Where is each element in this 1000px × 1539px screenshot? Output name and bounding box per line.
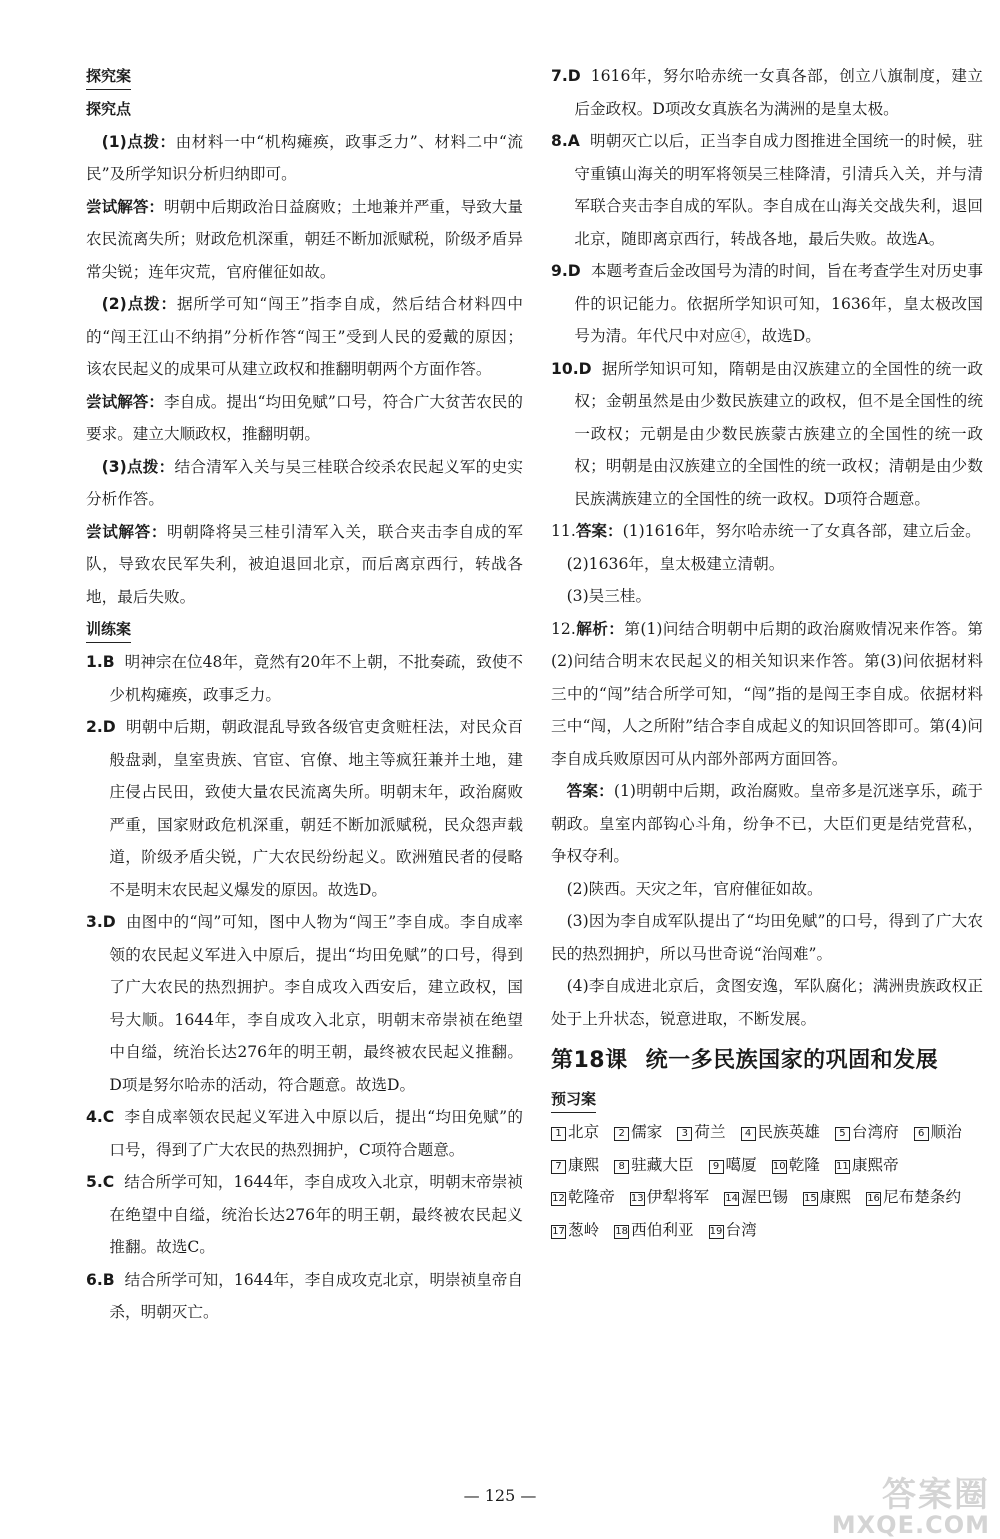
q12-answer-2: (2)陕西。天灾之年，官府催征如故。 bbox=[566, 879, 823, 898]
answer-text: 北京 bbox=[568, 1123, 600, 1141]
answer-item: 6.B 结合所学可知，1644年，李自成攻克北京，明崇祯皇帝自杀，明朝灭亡。 bbox=[86, 1270, 524, 1321]
answer-item: 2.D 明朝中后期，朝政混乱导致各级官吏贪赃枉法，对民众百般盘剥，皇室贵族、官宦、官僚、地主等疯狂兼并土地，建庄侵占民田，致使大量农民流离失所。明朝末年，政治腐败严重，国家财政危机深重，朝廷不断加派赋税，民众怨声载道，阶级矛盾尖锐，广大农民纷纷起义。欧洲殖民者的侵略不是明末农民起义爆发的原因。故选D。 bbox=[86, 718, 523, 899]
preview-answer-item bbox=[614, 1156, 693, 1174]
q11-answer-2: (2)1636年，皇太极建立清朝。 bbox=[566, 554, 785, 573]
q12-analysis: 12.解析：第(1)问结合明朝中后期的政治腐败情况来作答。第(2)问结合明末农民起义的相关知识来作答。第(3)问依据材料三中的“闯”结合所学可知，“闯”指的是闯王李自成。依据材料三中“闯，人之所附”结合李自成起义的知识回答即可。第(4)问李自成兵败原因可从内部外部两方面回答。 bbox=[551, 619, 983, 768]
answer-number-box: 8 bbox=[614, 1160, 629, 1174]
preview-answer-item bbox=[724, 1188, 788, 1206]
answer-text: 伊犁将军 bbox=[646, 1188, 710, 1206]
preview-answer-item bbox=[914, 1123, 962, 1141]
preview-answer-item bbox=[551, 1188, 615, 1206]
q2-hint: (2)点拨：据所学可知“闯王”指李自成，然后结合材料四中的“闯王江山不纳捐”分析作答“闯王”受到人民的爱戴的原因；该农民起义的成果可从建立政权和推翻明朝两个方面作答。 bbox=[86, 295, 523, 378]
page-number: — 125 — bbox=[463, 1486, 537, 1505]
answer-number-box: 7 bbox=[551, 1160, 566, 1174]
answer-item: 10.D 据所学知识可知，隋朝是由汉族建立的全国性的统一政权；金朝虽然是由少数民族建立的政权，但不是全国性的统一政权；元朝是由少数民族蒙古族建立的全国性的统一政权；明朝是由汉族建立的全国性的统一政权；清朝是由少数民族满族建立的全国性的统一政权。D项符合题意。 bbox=[551, 359, 983, 508]
answer-text: 台湾 bbox=[725, 1220, 757, 1239]
q3-answer: 尝试解答：明朝降将吴三桂引清军入关，联合夹击李自成的军队，导致农民军失利，被迫退回北京，而后离京西行，转战各地，最后失败。 bbox=[86, 522, 523, 606]
answer-number-box: 4 bbox=[741, 1127, 756, 1141]
q12-answer-3: (3)因为李自成军队提出了“均田免赋”的口号，得到了广大农民的热烈拥护，所以马世奇说“治闯难”。 bbox=[551, 912, 983, 963]
q11-answer-3: (3)吴三桂。 bbox=[566, 587, 652, 605]
lesson-title bbox=[551, 1041, 983, 1081]
answer-text: 渥巴锡 bbox=[741, 1188, 788, 1206]
answer-number-box: 17 bbox=[552, 1225, 565, 1237]
preview-answer-item bbox=[551, 1123, 599, 1141]
preview-answer-item bbox=[803, 1188, 851, 1206]
section-heading-training: 训练案 bbox=[86, 616, 131, 643]
preview-answer-item bbox=[614, 1123, 662, 1141]
answer-number-box: 3 bbox=[677, 1127, 692, 1141]
preview-answer-item bbox=[866, 1188, 961, 1206]
q1-hint: (1)点拨：由材料一中“机构瘫痪，政事乏力”、材料二中“流民”及所学知识分析归纳即可。 bbox=[86, 132, 523, 183]
q2-answer: 尝试解答：李自成。提出“均田免赋”口号，符合广大贫苦农民的要求。建立大顺政权，推翻明朝。 bbox=[86, 392, 523, 443]
answer-item: 7.D 1616年，努尔哈赤统一女真各部，创立八旗制度，建立后金政权。D项改女真族名为满洲的是皇太极。 bbox=[551, 67, 983, 118]
answer-number-box: 13 bbox=[630, 1193, 644, 1204]
q12-answer-4: (4)李自成进北京后，贪图安逸，军队腐化；满洲贵族政权正处于上升状态，锐意进取，不断发展。 bbox=[551, 977, 983, 1028]
preview-answer-item bbox=[835, 1156, 899, 1174]
answer-number-box: 19 bbox=[709, 1225, 723, 1237]
answer-number-box: 2 bbox=[614, 1127, 629, 1141]
answer-item: 5.C 结合所学可知，1644年，李自成攻入北京，明朝末帝崇祯在绝望中自缢，统治长达276年的明王朝，最终被农民起义推翻。故选C。 bbox=[86, 1173, 523, 1256]
preview-answer-item bbox=[709, 1156, 757, 1174]
preview-answer-item bbox=[835, 1123, 899, 1141]
preview-answer-item bbox=[551, 1221, 599, 1239]
subsection-heading-points: 探究点 bbox=[86, 100, 132, 118]
answer-item: 4.C 李自成率领农民起义军进入中原以后，提出“均田免赋”的口号，得到了广大农民的热烈拥护，C项符合题意。 bbox=[86, 1108, 523, 1159]
preview-answer-item bbox=[677, 1123, 725, 1141]
lesson-number: 第18课 bbox=[551, 1048, 628, 1073]
answer-number-box: 11 bbox=[836, 1160, 849, 1172]
answer-number-box: 6 bbox=[914, 1127, 929, 1141]
preview-answer-item bbox=[741, 1123, 820, 1141]
answer-number-box: 10 bbox=[772, 1160, 786, 1172]
lesson-name: 统一多民族国家的巩固和发展 bbox=[645, 1048, 939, 1073]
answer-text: 荷兰 bbox=[694, 1123, 726, 1141]
answer-number-box: 15 bbox=[804, 1193, 817, 1204]
answer-text: 噶厦 bbox=[725, 1155, 757, 1174]
answer-text: 西伯利亚 bbox=[631, 1220, 694, 1239]
answer-item: 9.D 本题考查后金改国号为清的时间，旨在考查学生对历史事件的识记能力。依据所学知识可知，1636年，皇太极改国号为清。年代尺中对应④，故选D。 bbox=[551, 262, 983, 345]
answer-item: 8.A 明朝灭亡以后，正当李自成力图推进全国统一的时候，驻守重镇山海关的明军将领吴三桂降清，引清兵入关，并与清军联合夹击李自成的军队。李自成在山海关交战失利，退回北京，随即离京西行，转战各地，最后失败。故选A。 bbox=[551, 132, 983, 248]
answer-number-box: 9 bbox=[709, 1160, 724, 1174]
answer-number-box: 14 bbox=[725, 1193, 738, 1204]
section-heading-explore: 探究案 bbox=[86, 63, 131, 90]
answer-number-box: 1 bbox=[551, 1127, 566, 1141]
q1-answer: 尝试解答：明朝中后期政治日益腐败；土地兼并严重，导致大量农民流离失所；财政危机深重，朝廷不断加派赋税，阶级矛盾异常尖锐；连年灾荒，官府催征如故。 bbox=[86, 197, 523, 281]
watermark-logo: 答案圈 MXQE.COM bbox=[831, 1475, 990, 1539]
answer-text: 乾隆 bbox=[788, 1155, 820, 1174]
answer-text: 尼布楚条约 bbox=[883, 1188, 962, 1206]
preview-answer-item bbox=[551, 1156, 599, 1174]
answer-item: 1.B 明神宗在位48年，竟然有20年不上朝，不批奏疏，致使不少机构瘫痪，政事乏力。 bbox=[86, 653, 524, 704]
answer-text: 驻藏大臣 bbox=[631, 1155, 694, 1174]
answer-text: 顺治 bbox=[930, 1123, 962, 1141]
answer-text: 康熙帝 bbox=[851, 1155, 899, 1174]
preview-answer-item bbox=[709, 1221, 757, 1239]
preview-answer-item bbox=[772, 1156, 820, 1174]
answer-number-box: 16 bbox=[867, 1193, 880, 1204]
answer-text: 民族英雄 bbox=[757, 1123, 820, 1141]
answer-text: 葱岭 bbox=[568, 1220, 600, 1239]
preview-answer-list bbox=[551, 1116, 983, 1246]
q3-hint: (3)点拨：结合清军入关与吴三桂联合绞杀农民起义军的史实分析作答。 bbox=[86, 457, 523, 508]
answer-text: 乾隆帝 bbox=[568, 1188, 615, 1206]
preview-answer-item bbox=[630, 1188, 709, 1206]
q12-answer-1: 答案：(1)明朝中后期，政治腐败。皇帝多是沉迷享乐，疏于朝政。皇室内部钩心斗角，纷争不已，大臣们更是结党营私，争权夺利。 bbox=[551, 782, 983, 865]
right-column bbox=[551, 60, 983, 1246]
answer-text: 康熙 bbox=[819, 1188, 852, 1206]
answer-item: 3.D 由图中的“闯”可知，图中人物为“闯王”李自成。李自成率领的农民起义军进入中原后，提出“均田免赋”的口号，得到了广大农民的热烈拥护。李自成攻入西安后，建立政权，国号大顺。1644年，李自成攻入北京，明朝末帝崇祯在绝望中自缢，统治长达276年的明王朝，最终被农民起义推翻。D项是努尔哈赤的活动，符合题意。故选D。 bbox=[86, 913, 523, 1094]
preview-answer-item bbox=[614, 1221, 693, 1239]
section-heading-preview: 预习案 bbox=[551, 1086, 596, 1113]
answer-text: 康熙 bbox=[568, 1155, 600, 1174]
answer-number-box: 18 bbox=[615, 1225, 629, 1237]
q11-answer: 11.答案：(1)1616年，努尔哈赤统一了女真各部，建立后金。 bbox=[551, 522, 981, 540]
answer-number-box: 12 bbox=[552, 1193, 565, 1204]
answer-text: 台湾府 bbox=[851, 1123, 899, 1141]
answer-text: 儒家 bbox=[631, 1123, 663, 1141]
answer-number-box: 5 bbox=[835, 1127, 850, 1141]
left-column bbox=[86, 60, 523, 1329]
